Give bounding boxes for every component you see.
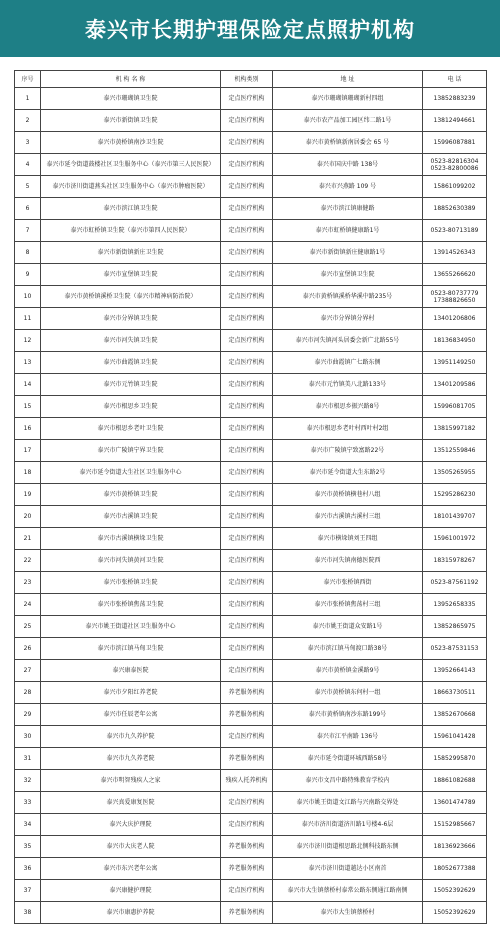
cell-address: 泰兴市张桥镇西街 [273, 572, 423, 594]
table-row [15, 638, 487, 660]
table-row [15, 528, 487, 550]
cell-address: 泰兴市新街镇新庄健康路1号 [273, 242, 423, 264]
cell-name: 泰兴市分界镇卫生院 [41, 308, 221, 330]
cell-no: 35 [15, 836, 41, 858]
cell-address: 泰兴市济川街道越达小区南首 [273, 858, 423, 880]
table-row [15, 352, 487, 374]
cell-phone: 0523-80713189 [423, 220, 487, 242]
cell-name: 泰兴市任辰老年公寓 [41, 704, 221, 726]
cell-type: 定点医疗机构 [221, 242, 273, 264]
cell-type: 定点医疗机构 [221, 550, 273, 572]
cell-no: 1 [15, 88, 41, 110]
header-phone: 电 话 [423, 71, 487, 88]
cell-phone: 15961041428 [423, 726, 487, 748]
cell-address: 泰兴市农产品加工园区纬二路1号 [273, 110, 423, 132]
cell-phone: 18852630389 [423, 198, 487, 220]
cell-type: 定点医疗机构 [221, 286, 273, 308]
cell-phone: 13852670668 [423, 704, 487, 726]
cell-address: 泰兴市大生镇蔡桥村 [273, 902, 423, 924]
cell-no: 13 [15, 352, 41, 374]
table-row [15, 484, 487, 506]
cell-name: 泰兴市姚王街道社区卫生服务中心 [41, 616, 221, 638]
table-row [15, 132, 487, 154]
cell-type: 定点医疗机构 [221, 638, 273, 660]
cell-type: 定点医疗机构 [221, 110, 273, 132]
cell-name: 泰兴市张桥镇卫生院 [41, 572, 221, 594]
cell-address: 泰兴市姚王街道文江路与兴南路交界处 [273, 792, 423, 814]
cell-name: 泰兴市曲霞镇卫生院 [41, 352, 221, 374]
cell-address: 泰兴市河失镇南德医院西 [273, 550, 423, 572]
cell-type: 定点医疗机构 [221, 374, 273, 396]
cell-phone: 13601474789 [423, 792, 487, 814]
table-row [15, 858, 487, 880]
cell-phone: 13914526343 [423, 242, 487, 264]
cell-no: 16 [15, 418, 41, 440]
table-row [15, 550, 487, 572]
table-row [15, 308, 487, 330]
table-header-row [15, 71, 487, 88]
table-row [15, 88, 487, 110]
header-no: 序号 [15, 71, 41, 88]
cell-name: 泰兴市黄桥镇溪桥卫生院（泰兴市精神病防治院） [41, 286, 221, 308]
cell-phone: 13852883239 [423, 88, 487, 110]
cell-no: 19 [15, 484, 41, 506]
cell-type: 定点医疗机构 [221, 880, 273, 902]
institution-table-container [14, 70, 486, 924]
cell-phone: 13401206806 [423, 308, 487, 330]
cell-address: 泰兴市珊瑚镇珊瑚新村四组 [273, 88, 423, 110]
cell-type: 定点医疗机构 [221, 352, 273, 374]
cell-phone: 13951149250 [423, 352, 487, 374]
cell-name: 泰兴市河失镇卫生院 [41, 330, 221, 352]
cell-name: 泰兴市滨江镇马甸卫生院 [41, 638, 221, 660]
cell-no: 3 [15, 132, 41, 154]
cell-type: 定点医疗机构 [221, 814, 273, 836]
cell-type: 养老服务机构 [221, 836, 273, 858]
table-row [15, 902, 487, 924]
cell-address: 泰兴市广陵镇宁致富路22号 [273, 440, 423, 462]
cell-name: 泰兴市东兴老年公寓 [41, 858, 221, 880]
cell-no: 5 [15, 176, 41, 198]
cell-address: 泰兴市黄桥镇新南居委会 65 号 [273, 132, 423, 154]
table-row [15, 286, 487, 308]
cell-phone: 18663730511 [423, 682, 487, 704]
table-row [15, 594, 487, 616]
cell-type: 养老服务机构 [221, 748, 273, 770]
cell-no: 10 [15, 286, 41, 308]
cell-phone: 18136923666 [423, 836, 487, 858]
table-row [15, 374, 487, 396]
cell-no: 8 [15, 242, 41, 264]
cell-no: 21 [15, 528, 41, 550]
cell-type: 定点医疗机构 [221, 528, 273, 550]
cell-address: 泰兴市江平南路 136号 [273, 726, 423, 748]
cell-no: 4 [15, 154, 41, 176]
cell-type: 定点医疗机构 [221, 660, 273, 682]
cell-type: 定点医疗机构 [221, 462, 273, 484]
cell-type: 养老服务机构 [221, 858, 273, 880]
cell-name: 泰兴康健护理院 [41, 880, 221, 902]
cell-no: 30 [15, 726, 41, 748]
cell-name: 泰兴市康惠护养院 [41, 902, 221, 924]
cell-type: 定点医疗机构 [221, 484, 273, 506]
cell-name: 泰兴市新街镇新庄卫生院 [41, 242, 221, 264]
cell-no: 6 [15, 198, 41, 220]
cell-address: 泰兴市延令街道环城西路58号 [273, 748, 423, 770]
cell-name: 泰兴市黄桥镇卫生院 [41, 484, 221, 506]
table-row [15, 264, 487, 286]
table-row [15, 242, 487, 264]
table-row [15, 792, 487, 814]
cell-phone: 0523-80737779 17388826650 [423, 286, 487, 308]
cell-address: 泰兴市黄桥镇金溪路9号 [273, 660, 423, 682]
cell-type: 养老服务机构 [221, 704, 273, 726]
table-row [15, 880, 487, 902]
cell-no: 26 [15, 638, 41, 660]
cell-address: 泰兴市宣堡镇卫生院 [273, 264, 423, 286]
table-row [15, 176, 487, 198]
cell-address: 泰兴市分界镇分界村 [273, 308, 423, 330]
cell-type: 定点医疗机构 [221, 330, 273, 352]
cell-name: 泰兴康泰医院 [41, 660, 221, 682]
cell-phone: 15052392629 [423, 902, 487, 924]
cell-phone: 15961001972 [423, 528, 487, 550]
cell-name: 泰兴市珊瑚镇卫生院 [41, 88, 221, 110]
cell-type: 定点医疗机构 [221, 440, 273, 462]
cell-no: 37 [15, 880, 41, 902]
cell-type: 定点医疗机构 [221, 198, 273, 220]
table-row [15, 462, 487, 484]
cell-name: 泰兴市宣堡镇卫生院 [41, 264, 221, 286]
cell-name: 泰兴市夕阳红养老院 [41, 682, 221, 704]
cell-no: 38 [15, 902, 41, 924]
table-row [15, 440, 487, 462]
cell-name: 泰兴市延令街道大生社区卫生服务中心 [41, 462, 221, 484]
cell-name: 泰兴市九久养护院 [41, 726, 221, 748]
cell-phone: 15152985667 [423, 814, 487, 836]
cell-address: 泰兴市黄桥镇溪桥华溪中路235号 [273, 286, 423, 308]
cell-no: 20 [15, 506, 41, 528]
cell-address: 泰兴市姚王街道众安路1号 [273, 616, 423, 638]
cell-no: 25 [15, 616, 41, 638]
cell-name: 泰兴市济川街道燕头社区卫生服务中心（泰兴市肿瘤医院） [41, 176, 221, 198]
table-row [15, 396, 487, 418]
cell-phone: 13512559846 [423, 440, 487, 462]
cell-address: 泰兴市张桥镇焦荡村三组 [273, 594, 423, 616]
table-row [15, 704, 487, 726]
cell-name: 泰兴市张桥镇焦荡卫生院 [41, 594, 221, 616]
cell-no: 27 [15, 660, 41, 682]
cell-no: 18 [15, 462, 41, 484]
cell-address: 泰兴市大生镇蔡桥村泰常公路东侧通江路南侧 [273, 880, 423, 902]
cell-address: 泰兴市黄桥镇横巷村八组 [273, 484, 423, 506]
cell-address: 泰兴市济川街道济川路1号楼4-6层 [273, 814, 423, 836]
table-row [15, 682, 487, 704]
table-row [15, 154, 487, 176]
cell-phone: 13852865975 [423, 616, 487, 638]
cell-phone: 13952658335 [423, 594, 487, 616]
cell-no: 15 [15, 396, 41, 418]
cell-phone: 0523-87561192 [423, 572, 487, 594]
cell-name: 泰兴真爱康复医院 [41, 792, 221, 814]
cell-name: 泰兴市九久养老院 [41, 748, 221, 770]
cell-type: 定点医疗机构 [221, 176, 273, 198]
cell-phone: 18101439707 [423, 506, 487, 528]
cell-name: 泰兴市虹桥镇卫生院（泰兴市第四人民医院） [41, 220, 221, 242]
cell-name: 泰兴市黄桥镇南沙卫生院 [41, 132, 221, 154]
cell-type: 定点医疗机构 [221, 154, 273, 176]
cell-name: 泰兴市新街镇卫生院 [41, 110, 221, 132]
cell-phone: 15861099202 [423, 176, 487, 198]
cell-phone: 0523-82816304 0523-82800086 [423, 154, 487, 176]
cell-no: 33 [15, 792, 41, 814]
cell-no: 32 [15, 770, 41, 792]
table-row [15, 770, 487, 792]
cell-type: 定点医疗机构 [221, 506, 273, 528]
cell-phone: 0523-87531153 [423, 638, 487, 660]
cell-phone: 13401209586 [423, 374, 487, 396]
cell-name: 泰兴市根思乡卫生院 [41, 396, 221, 418]
header-name: 机 构 名 称 [41, 71, 221, 88]
cell-no: 9 [15, 264, 41, 286]
cell-name: 泰兴市元竹镇卫生院 [41, 374, 221, 396]
cell-phone: 13952664143 [423, 660, 487, 682]
cell-name: 泰兴市延令街道鼓楼社区卫生服务中心（泰兴市第三人民医院） [41, 154, 221, 176]
cell-phone: 18861082688 [423, 770, 487, 792]
cell-address: 泰兴市根思乡振兴路8号 [273, 396, 423, 418]
cell-address: 泰兴市黄桥镇南沙东路199号 [273, 704, 423, 726]
cell-phone: 13655266620 [423, 264, 487, 286]
cell-phone: 15052392629 [423, 880, 487, 902]
cell-address: 泰兴市滨江镇康健路 [273, 198, 423, 220]
cell-no: 12 [15, 330, 41, 352]
cell-address: 泰兴市国庆中路 138号 [273, 154, 423, 176]
cell-type: 定点医疗机构 [221, 594, 273, 616]
cell-type: 定点医疗机构 [221, 132, 273, 154]
cell-type: 定点医疗机构 [221, 264, 273, 286]
cell-phone: 15996081705 [423, 396, 487, 418]
table-row [15, 660, 487, 682]
cell-address: 泰兴市根思乡老叶村西叶村2组 [273, 418, 423, 440]
cell-type: 定点医疗机构 [221, 88, 273, 110]
table-row [15, 110, 487, 132]
cell-type: 定点医疗机构 [221, 220, 273, 242]
cell-no: 36 [15, 858, 41, 880]
cell-phone: 13812494661 [423, 110, 487, 132]
cell-name: 泰兴市根思乡老叶卫生院 [41, 418, 221, 440]
cell-phone: 18315978267 [423, 550, 487, 572]
cell-address: 泰兴市黄桥镇东何村一组 [273, 682, 423, 704]
cell-address: 泰兴市兴燕路 109 号 [273, 176, 423, 198]
cell-name: 泰兴市古溪镇横垛卫生院 [41, 528, 221, 550]
cell-address: 泰兴市河失镇河头居委会新广北路55号 [273, 330, 423, 352]
cell-address: 泰兴市曲霞镇广七路东侧 [273, 352, 423, 374]
table-row [15, 814, 487, 836]
cell-phone: 13505265955 [423, 462, 487, 484]
cell-phone: 13815997182 [423, 418, 487, 440]
cell-type: 定点医疗机构 [221, 572, 273, 594]
cell-type: 定点医疗机构 [221, 418, 273, 440]
cell-type: 残疾人托养机构 [221, 770, 273, 792]
cell-no: 29 [15, 704, 41, 726]
title-banner [0, 0, 500, 57]
table-row [15, 572, 487, 594]
table-row [15, 726, 487, 748]
table-row [15, 198, 487, 220]
cell-type: 定点医疗机构 [221, 308, 273, 330]
cell-no: 17 [15, 440, 41, 462]
page-title: 泰兴市长期护理保险定点照护机构 [85, 17, 415, 42]
cell-address: 泰兴市元竹镇美八北路133号 [273, 374, 423, 396]
cell-address: 泰兴市滨江镇马甸渡口路38号 [273, 638, 423, 660]
cell-name: 泰兴市河失镇黄河卫生院 [41, 550, 221, 572]
cell-no: 31 [15, 748, 41, 770]
cell-no: 2 [15, 110, 41, 132]
table-row [15, 330, 487, 352]
cell-type: 养老服务机构 [221, 902, 273, 924]
cell-no: 28 [15, 682, 41, 704]
cell-no: 34 [15, 814, 41, 836]
cell-address: 泰兴市虹桥镇健康路1号 [273, 220, 423, 242]
cell-type: 定点医疗机构 [221, 792, 273, 814]
table-row [15, 220, 487, 242]
header-address: 地 址 [273, 71, 423, 88]
cell-address: 泰兴市延令街道大生东路2号 [273, 462, 423, 484]
cell-name: 泰兴大庆护理院 [41, 814, 221, 836]
cell-phone: 15295286230 [423, 484, 487, 506]
table-body [15, 88, 487, 924]
cell-no: 11 [15, 308, 41, 330]
cell-type: 定点医疗机构 [221, 396, 273, 418]
cell-no: 24 [15, 594, 41, 616]
cell-address: 泰兴市古溪镇古溪村三组 [273, 506, 423, 528]
cell-name: 泰兴市明智残疾人之家 [41, 770, 221, 792]
table-row [15, 418, 487, 440]
cell-name: 泰兴市广陵镇宁界卫生院 [41, 440, 221, 462]
cell-no: 22 [15, 550, 41, 572]
table-row [15, 506, 487, 528]
cell-address: 泰兴市文昌中路特殊教育学校内 [273, 770, 423, 792]
header-type: 机构类别 [221, 71, 273, 88]
cell-name: 泰兴市古溪镇卫生院 [41, 506, 221, 528]
cell-phone: 15996087881 [423, 132, 487, 154]
cell-no: 23 [15, 572, 41, 594]
cell-type: 定点医疗机构 [221, 616, 273, 638]
cell-type: 定点医疗机构 [221, 726, 273, 748]
cell-name: 泰兴市滨江镇卫生院 [41, 198, 221, 220]
cell-no: 7 [15, 220, 41, 242]
cell-phone: 15852995870 [423, 748, 487, 770]
table-row [15, 748, 487, 770]
cell-phone: 18052677388 [423, 858, 487, 880]
cell-address: 泰兴市济川街道根思路北侧科技路东侧 [273, 836, 423, 858]
cell-address: 泰兴市横垛镇刘王四组 [273, 528, 423, 550]
cell-type: 养老服务机构 [221, 682, 273, 704]
cell-phone: 18136834950 [423, 330, 487, 352]
institution-table [14, 70, 487, 924]
cell-no: 14 [15, 374, 41, 396]
table-row [15, 836, 487, 858]
cell-name: 泰兴市大庆老人院 [41, 836, 221, 858]
table-row [15, 616, 487, 638]
